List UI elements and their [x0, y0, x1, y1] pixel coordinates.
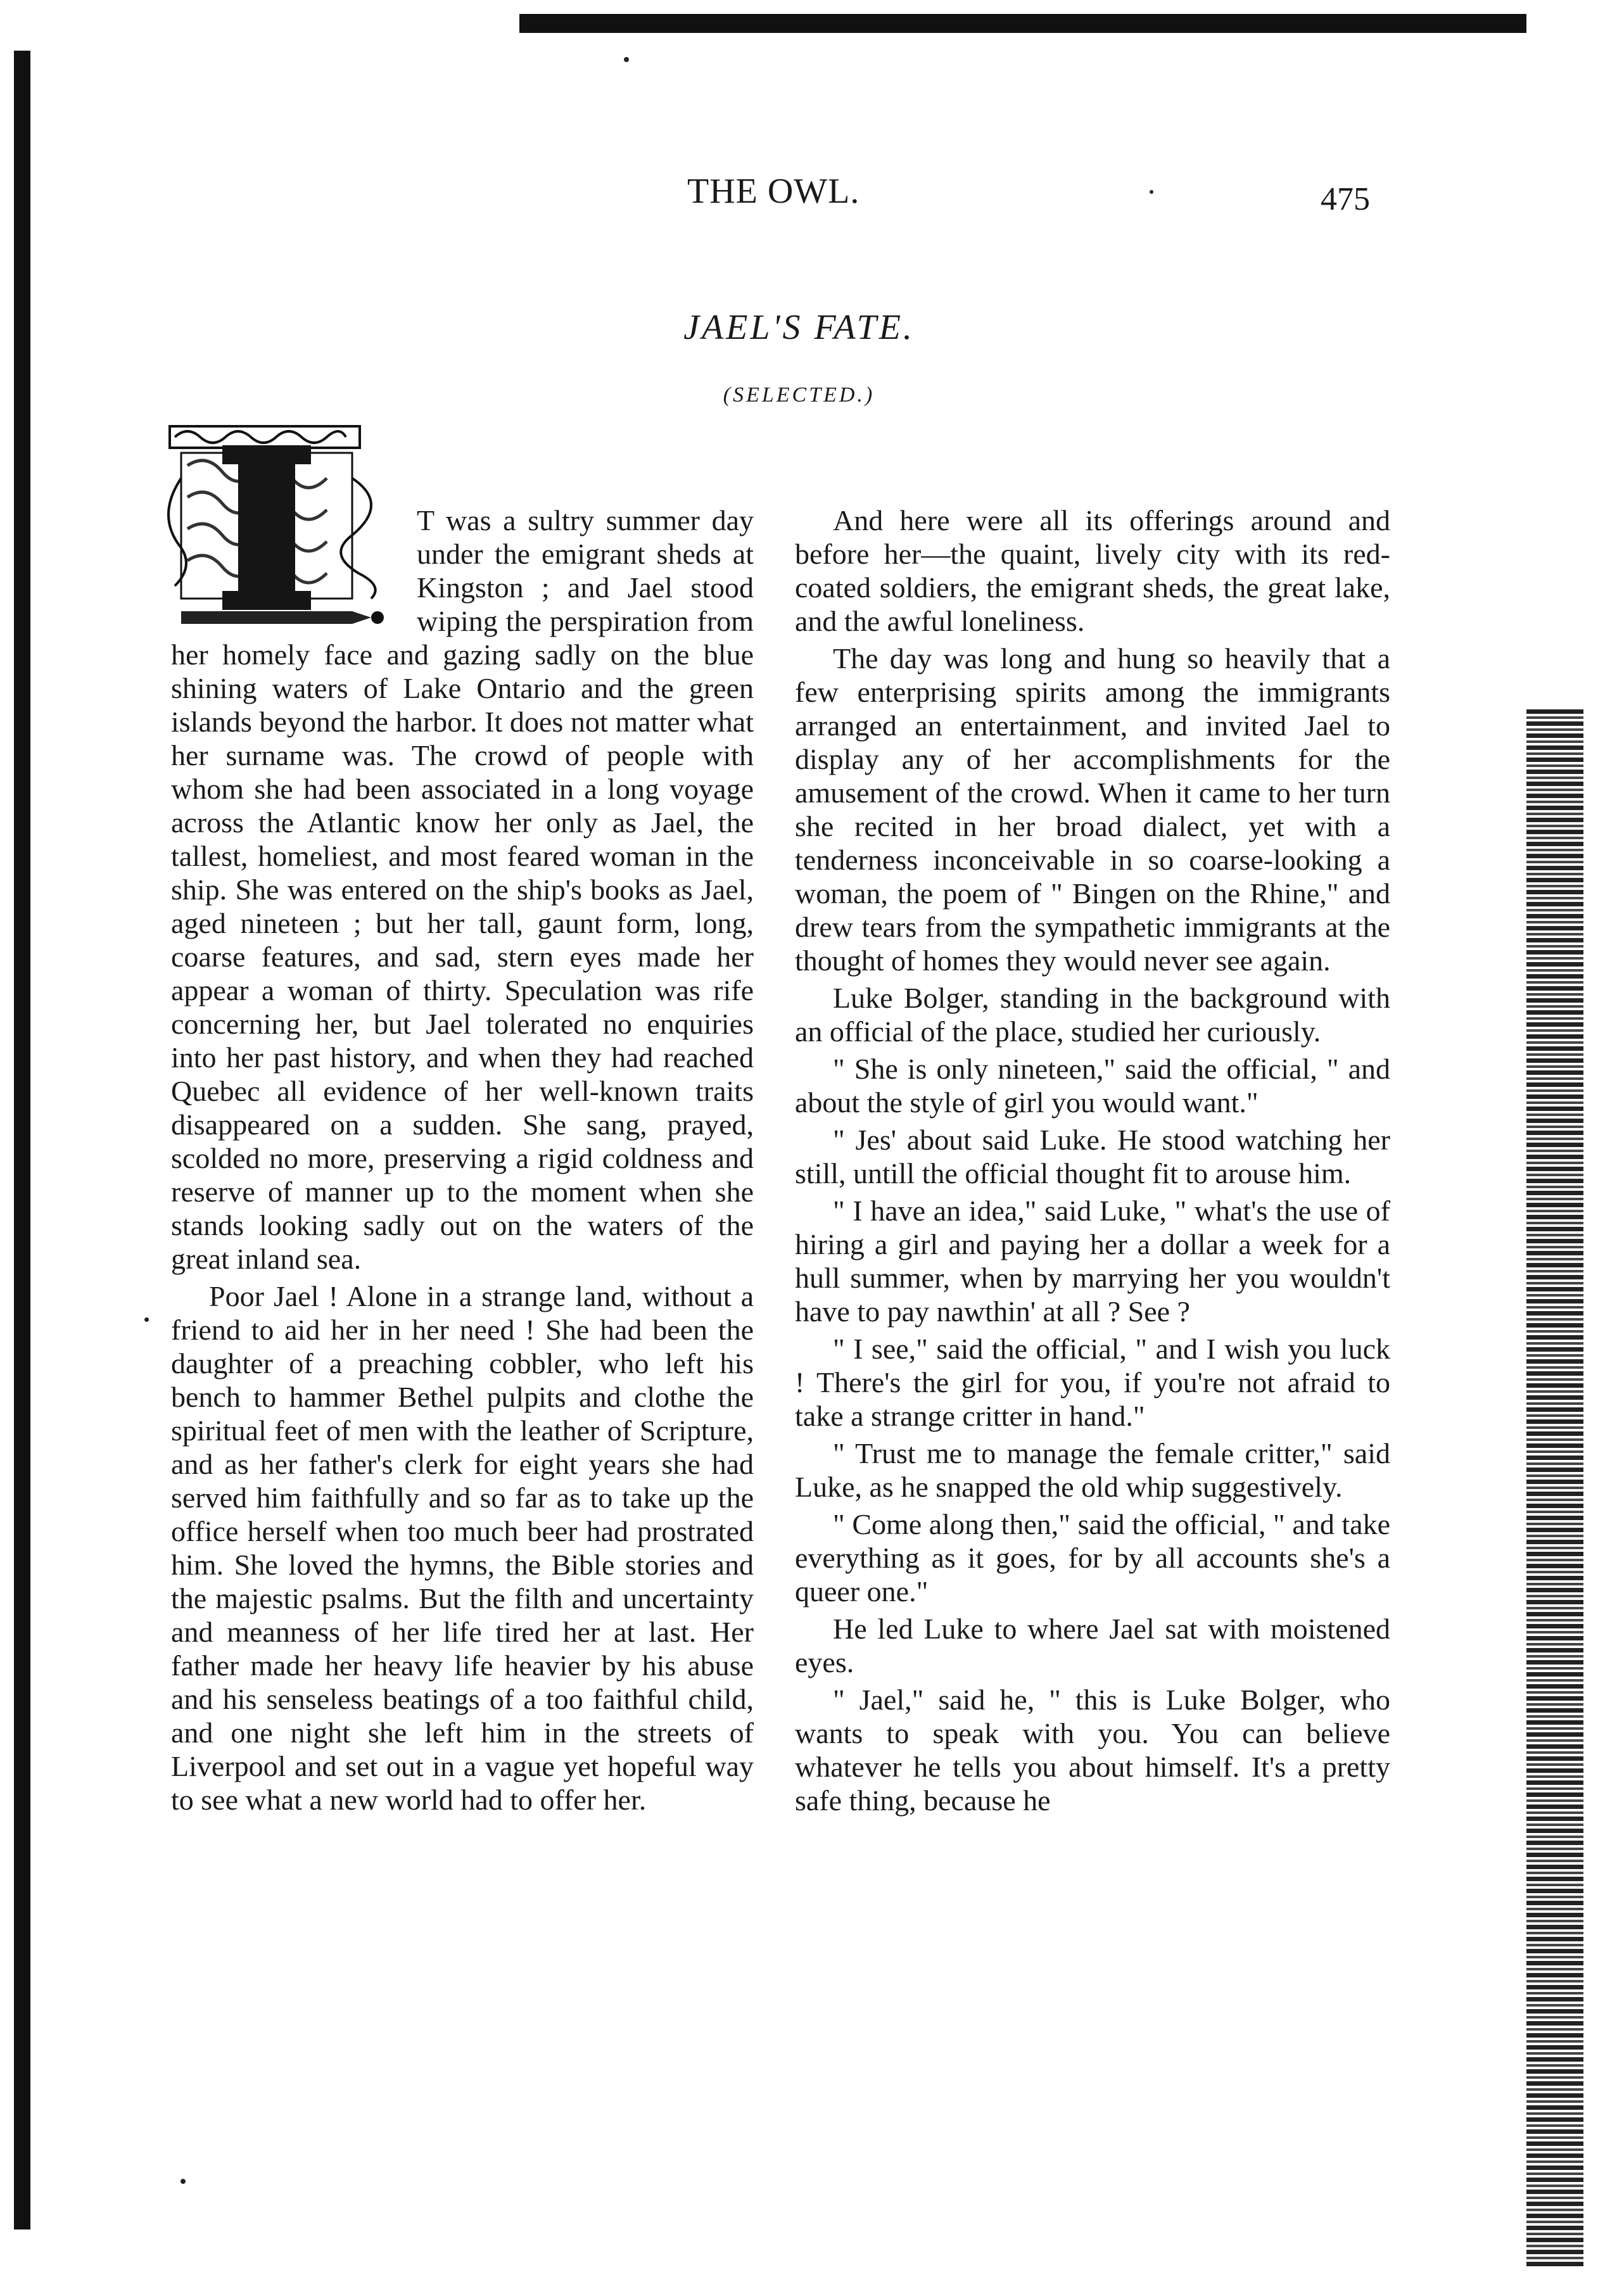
running-title: THE OWL. — [687, 172, 860, 211]
paragraph: And here were all its offerings around and before her—the quaint, lively city with its red-coated soldiers, the emigrant sheds, the great lake, and the awful loneliness. — [795, 504, 1390, 637]
paragraph: T was a sultry summer day under the emigrant sheds at Kingston ; and Jael stood wiping the perspiration from her homely face and gazing sadly on the blue shining waters of Lake Ontario and the green islands beyond the harbor. It does not matter what her surname was. The crowd of people with whom she had been associated in a long voyage across the Atlantic know her only as Jael, the tallest, homeliest, and most feared woman in the ship. She was entered on the ship's books as Jael, aged nineteen ; but her tall, gaunt form, long, coarse features, and sad, stern eyes made her appear a woman of thirty. Speculation was rife concerning her, but Jael tolerated no enquiries into her past history, and when they had reached Quebec all evidence of her well-known traits disappeared on a sudden. She sang, prayed, scolded no more, preserving a rigid coldness and reserve of manner up to the moment when she stands looking sadly out on the waters of the great inland sea. — [171, 504, 754, 1275]
paragraph: Poor Jael ! Alone in a strange land, without a friend to aid her in her need ! She had been the daughter of a preaching cobbler, who left his bench to hammer Bethel pulpits and clothe the spiritual feet of men with the leather of Scripture, and as her father's clerk for eight years she had served him faithfully and so far as to take up the office herself when too much beer had prostrated him. She loved the hymns, the Bible stories and the majestic psalms. But the filth and uncertainty and meanness of her life tired her at last. Her father made her heavy life heavier by his abuse and his senseless beatings of a too faithful child, and one night she left him in the streets of Liverpool and set out in a vague yet hopeful way to see what a new world had to offer her. — [171, 1280, 754, 1816]
paragraph: " Trust me to manage the female critter," said Luke, as he snapped the old whip suggestively. — [795, 1437, 1390, 1503]
paragraph: " She is only nineteen," said the official, " and about the style of girl you would want." — [795, 1053, 1390, 1119]
scan-speck — [144, 1317, 149, 1322]
paragraph: " Jael," said he, " this is Luke Bolger, who wants to speak with you. You can believe whatever he tells you about himself. It's a pretty safe thing, because he — [795, 1684, 1390, 1817]
left-column — [171, 504, 754, 1820]
scan-speck — [624, 57, 629, 62]
paragraph: Luke Bolger, standing in the background with an official of the place, studied her curiously. — [795, 982, 1390, 1048]
paragraph: " I see," said the official, " and I wish you luck ! There's the girl for you, if you're not afraid to take a strange critter in hand." — [795, 1333, 1390, 1432]
ornamental-drop-cap — [162, 421, 409, 633]
right-column — [795, 504, 1390, 1821]
paragraph: He led Luke to where Jael sat with moistened eyes. — [795, 1613, 1390, 1678]
scan-speck — [1150, 190, 1153, 194]
scan-speck — [181, 2179, 186, 2184]
ornament-i-icon — [162, 421, 409, 633]
paragraph: " I have an idea," said Luke, " what's the use of hiring a girl and paying her a dollar a week for a hull summer, when by marrying her you wouldn't have to pay nawthin' at all ? See ? — [795, 1195, 1390, 1328]
top-rule — [519, 14, 1526, 33]
page-number: 475 — [1321, 181, 1370, 217]
article-subtitle: (SELECTED.) — [723, 383, 875, 407]
article-title: JAEL'S FATE. — [683, 308, 915, 347]
left-binding-edge — [14, 51, 30, 2229]
paragraph: " Jes' about said Luke. He stood watching her still, untill the official thought fit to arouse him. — [795, 1124, 1390, 1189]
paragraph: " Come along then," said the official, " and take everything as it goes, for by all accounts she's a queer one." — [795, 1508, 1390, 1608]
paragraph: The day was long and hung so heavily that a few enterprising spirits among the immigrants arranged an entertainment, and invited Jael to display any of her accomplishments for the amusement of the crowd. When it came to her turn she recited in her broad dialect, yet with a tenderness inconceivable in so coarse-looking a woman, the poem of " Bingen on the Rhine," and drew tears from the sympathetic immigrants at the thought of homes they would never see again. — [795, 642, 1390, 977]
right-torn-edge — [1526, 709, 1583, 2267]
